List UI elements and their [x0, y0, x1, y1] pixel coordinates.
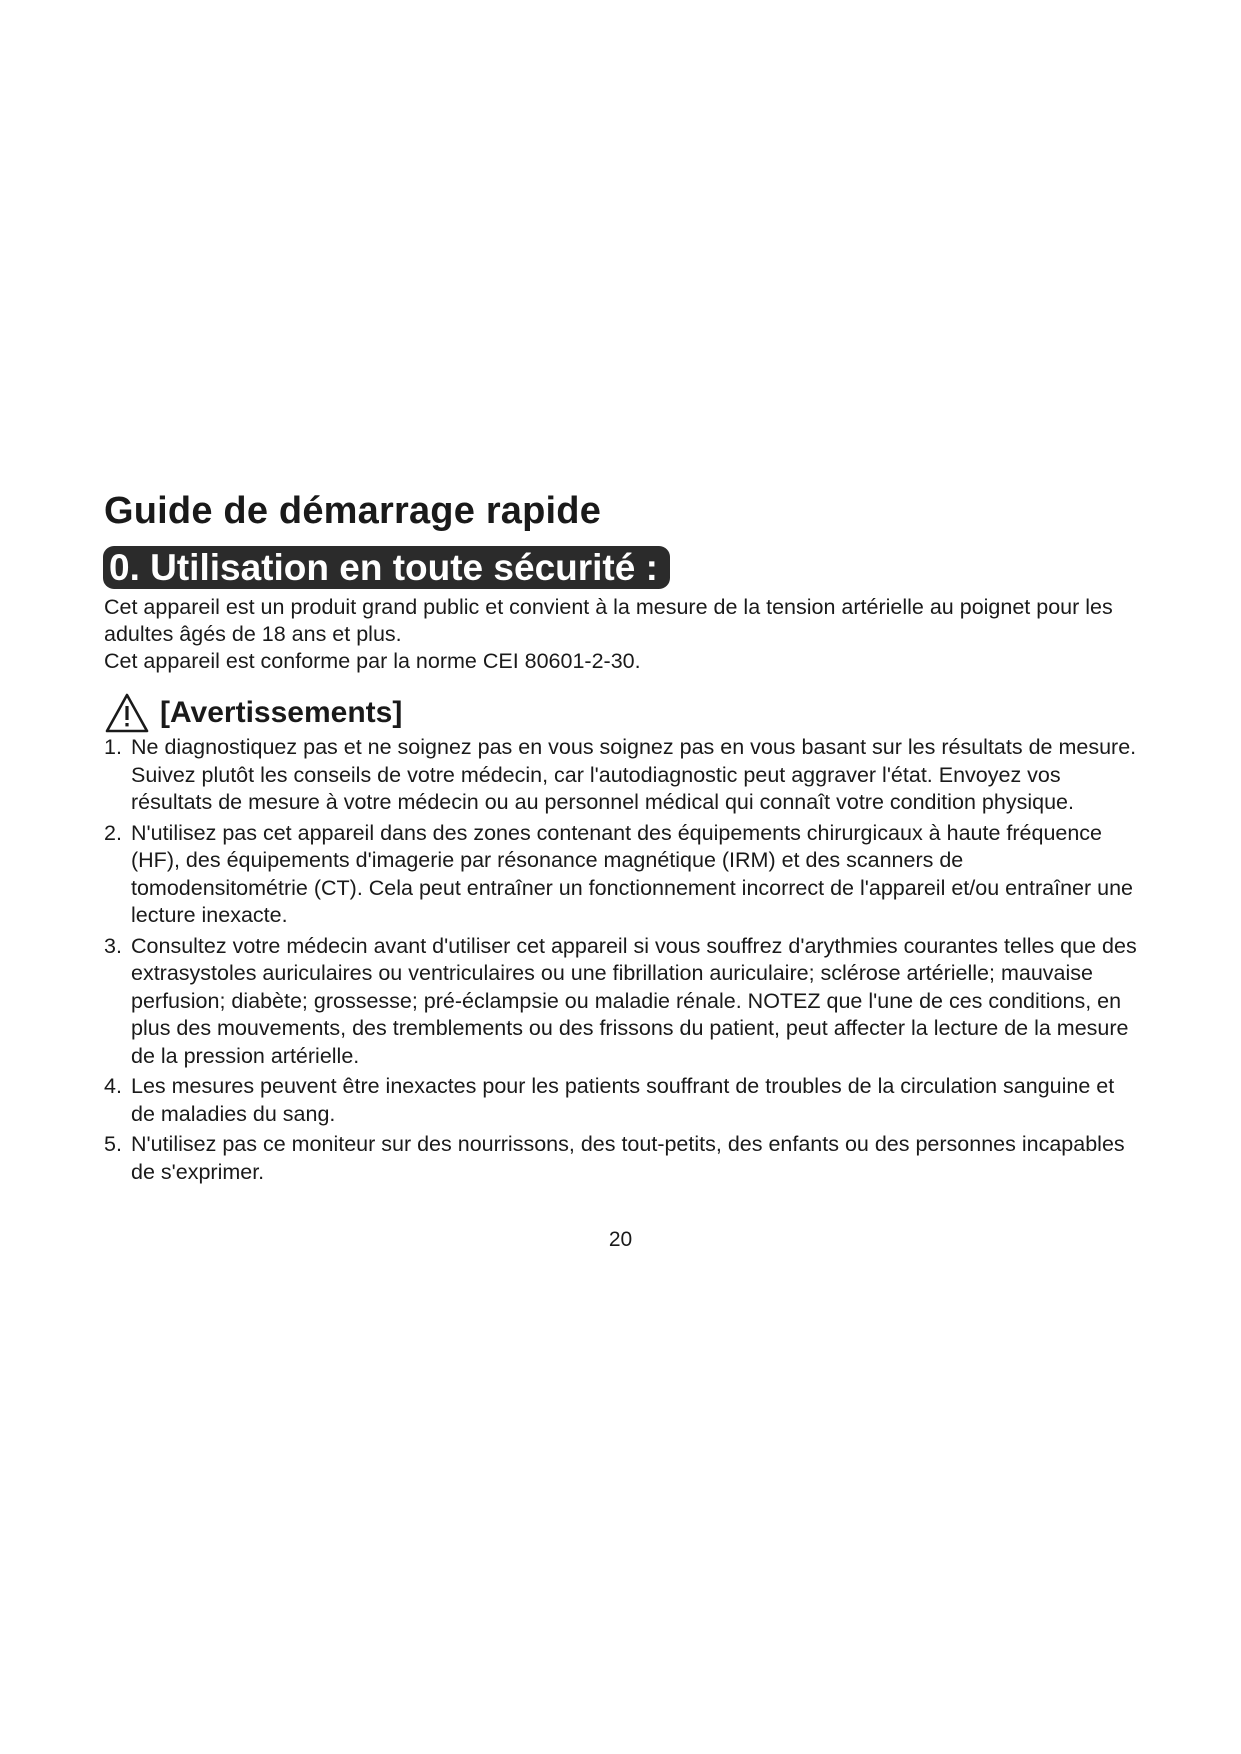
warnings-heading — [104, 690, 402, 736]
list-item — [104, 933, 1144, 1071]
list-item-number: 1. — [104, 735, 122, 759]
list-item — [104, 820, 1144, 930]
list-item-number: 4. — [104, 1074, 122, 1098]
list-item-number: 5. — [104, 1132, 122, 1156]
warning-triangle-icon — [104, 692, 150, 734]
list-item-text: Ne diagnostiquez pas et ne soignez pas en vous soignez pas en vous basant sur les résultats de mesure. Suivez plutôt les conseils de votre médecin, car l'autodiagnostic peut aggraver l'état. Envoyez vos résultats de mesure à votre médecin ou au personnel médical qui connaît votre condition physique. — [131, 735, 1137, 814]
list-item-text: N'utilisez pas ce moniteur sur des nourrissons, des tout-petits, des enfants ou des personnes incapables de s'exprimer. — [131, 1132, 1125, 1184]
list-item — [104, 734, 1144, 817]
list-item — [104, 1073, 1144, 1128]
page-number: 20 — [608, 1228, 633, 1251]
page-title: Guide de démarrage rapide — [104, 490, 602, 532]
intro-line: Cet appareil est un produit grand public et convient à la mesure de la tension artérielle au poignet pour les adultes âgés de 18 ans et plus. — [104, 595, 1113, 646]
section-banner: 0. Utilisation en toute sécurité : — [103, 546, 670, 589]
intro-line: Cet appareil est conforme par la norme CEI 80601-2-30. — [104, 649, 641, 673]
intro-paragraph — [104, 594, 1144, 675]
list-item-text: Les mesures peuvent être inexactes pour les patients souffrant de troubles de la circulation sanguine et de maladies du sang. — [131, 1074, 1115, 1126]
list-item-number: 3. — [104, 933, 122, 958]
list-item-text: Consultez votre médecin avant d'utiliser cet appareil si vous souffrez d'arythmies courantes telles que des extrasystoles auriculaires ou ventriculaires ou une fibrillation auriculaire; sclérose artérielle; mauvaise perfusion; diabète; grossesse; pré-éclampsie ou maladie rénale. NOTEZ que l'une de ces conditions, en plus des mouvements, des tremblements ou des frissons du patient, peut affecter la lecture de la mesure de la pression artérielle. — [131, 933, 1137, 1068]
list-item-number: 2. — [104, 820, 122, 845]
list-item-text: N'utilisez pas cet appareil dans des zones contenant des équipements chirurgicaux à haute fréquence (HF), des équipements d'imagerie par résonance magnétique (IRM) et des scanners de tomodensitométrie (CT). Cela peut entraîner un fonctionnement incorrect de l'appareil et/ou entraîner une lecture inexacte. — [131, 820, 1134, 927]
list-item — [104, 1131, 1144, 1186]
warnings-title: [Avertissements] — [160, 696, 403, 729]
warnings-list — [104, 734, 1144, 1189]
